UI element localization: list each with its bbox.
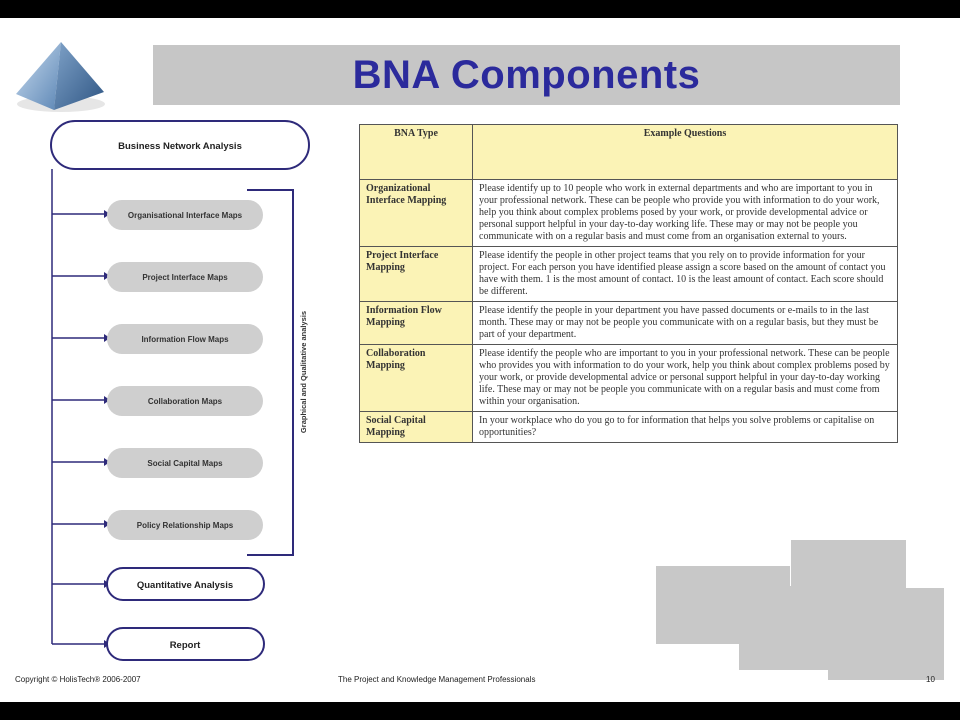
decor-block [828, 588, 944, 680]
decor-block [791, 540, 906, 590]
row-type: Social Capital Mapping [360, 412, 473, 443]
row-question: Please identify up to 10 people who work in external departments and who are important to you in your professional network. These can be people who provide you with information to do your work, help you think about complex problems posed by your work, or provide developmental advice or personal support helpful in your day-to-day working life. These may or may not be people you communicate with on a regular basis and must come from an organisation external to yours. [473, 180, 898, 247]
map-item [52, 200, 263, 230]
map-item [52, 386, 263, 416]
bracket [247, 190, 293, 555]
header-example-questions: Example Questions [473, 125, 898, 180]
slide [0, 18, 960, 702]
map-pill-label: Social Capital Maps [147, 459, 223, 468]
footer-tagline: The Project and Knowledge Management Professionals [338, 675, 536, 684]
header-bna-type: BNA Type [360, 125, 473, 180]
table-row [360, 180, 898, 247]
map-item [52, 324, 263, 354]
footer-page-number: 10 [926, 675, 935, 684]
footer-copyright: Copyright © HolisTech® 2006-2007 [15, 675, 141, 684]
table-row [360, 247, 898, 302]
map-pill-label: Information Flow Maps [141, 335, 229, 344]
row-type: Project Interface Mapping [360, 247, 473, 302]
report-label: Report [169, 640, 201, 651]
table-row [360, 345, 898, 412]
map-item [52, 510, 263, 540]
table-row [360, 302, 898, 345]
row-question: Please identify the people in other project teams that you rely on to provide information for your project. For each person you have identified please assign a score based on the amount of contact you have with them. 1 is the most amount of contact. 10 is the least amount of contact. Each score should be different. [473, 247, 898, 302]
map-pill-label: Organisational Interface Maps [127, 211, 243, 220]
table-header-row [360, 125, 898, 180]
table-row [360, 412, 898, 443]
quantitative-label: Quantitative Analysis [136, 580, 234, 591]
bna-table [359, 124, 898, 443]
slide-title: BNA Components [352, 52, 701, 97]
map-pill-label: Project Interface Maps [142, 273, 228, 282]
bracket-label: Graphical and Qualitative analysis [299, 310, 308, 434]
row-type: Organizational Interface Mapping [360, 180, 473, 247]
row-question: Please identify the people who are important to you in your professional network. These can be people who provides you with information to do your work, help you think about complex problems posed by your work, or provide developmental advice or personal support helpful in your day-to-day working life. These may or may not be people you communicate with on a regular basis and must come from within your organisation. [473, 345, 898, 412]
top-box-label: Business Network Analysis [118, 141, 242, 152]
map-pill-label: Policy Relationship Maps [136, 521, 234, 530]
map-item [52, 262, 263, 292]
map-item [52, 448, 263, 478]
row-type: Information Flow Mapping [360, 302, 473, 345]
row-type: Collaboration Mapping [360, 345, 473, 412]
row-question: In your workplace who do you go to for information that helps you solve problems or capitalise on opportunities? [473, 412, 898, 443]
bna-diagram [0, 18, 360, 702]
map-pill-label: Collaboration Maps [147, 397, 223, 406]
row-question: Please identify the people in your department you have passed documents or e-mails to in the last month. These may or may not be people you communicate with on a regular basis, but they must be part of your department. [473, 302, 898, 345]
